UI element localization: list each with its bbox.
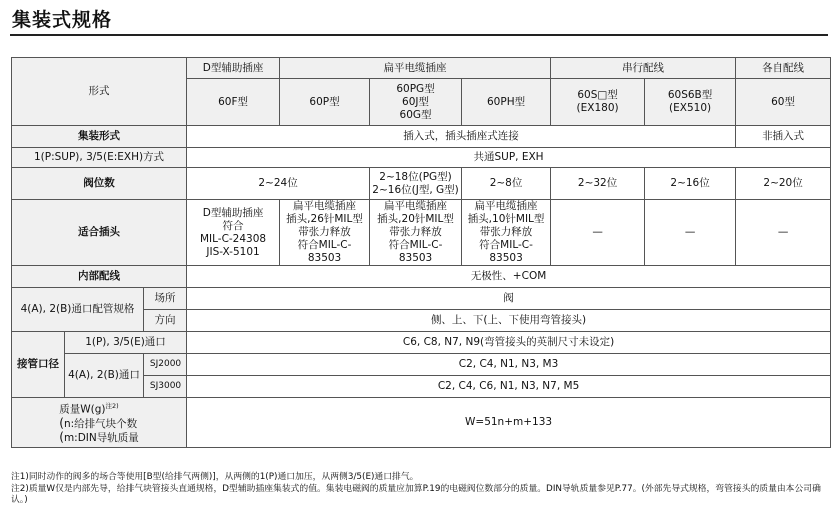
- stations-60s: 2~32位: [551, 168, 645, 200]
- row-label-port-spec: 4(A), 2(B)通口配管规格: [12, 288, 144, 332]
- header-type-60s6b: 60S6B型 (EX510): [645, 79, 736, 126]
- footnotes: [11, 472, 831, 507]
- row-label-sj2000: SJ2000: [144, 354, 187, 376]
- manifold-spec-table: [11, 57, 831, 448]
- connector-60ph: 扁平电缆插座 插头,10针MIL型 带张力释放 符合MIL-C-83503: [462, 200, 551, 266]
- stations-60: 2~20位: [736, 168, 831, 200]
- manifold-form-plugin: 插入式，插头插座式连接: [187, 126, 736, 148]
- wiring-value: 无极性、+COM: [187, 266, 831, 288]
- sup-exh-value: 共通SUP, EXH: [187, 148, 831, 168]
- weight-note-mark: 注2): [105, 402, 119, 411]
- stations-60f-60p: 2~24位: [187, 168, 370, 200]
- row-label-port-location: 场所: [144, 288, 187, 310]
- weight-m-def: m:DIN导轨质量: [63, 431, 139, 444]
- header-type-60: 60型: [736, 79, 831, 126]
- fitting-sj3000-value: C2, C4, C6, N1, N3, N7, M5: [187, 376, 831, 398]
- connector-60p: 扁平电缆插座 插头,26针MIL型 带张力释放 符合MIL-C-83503: [280, 200, 370, 266]
- header-group-flat: 扁平电缆插座: [280, 58, 551, 79]
- title-underline: [10, 34, 828, 36]
- weight-n-def: n:给排气块个数: [63, 417, 138, 430]
- row-label-weight: 质量$W(g)^{注2)}$ (n:给排气块个数 (m:DIN导轨质量: [12, 398, 187, 448]
- stations-60s6b: 2~16位: [645, 168, 736, 200]
- header-group-serial: 串行配线: [551, 58, 736, 79]
- stations-60ph: 2~8位: [462, 168, 551, 200]
- row-label-port-direction: 方向: [144, 310, 187, 332]
- connector-60f: D型辅助插座 符合 MIL-C-24308 JIS-X-5101: [187, 200, 280, 266]
- header-form: 形式: [12, 58, 187, 126]
- connector-60pg: 扁平电缆插座 插头,20针MIL型 带张力释放 符合MIL-C-83503: [370, 200, 462, 266]
- header-group-d: D型辅助插座: [187, 58, 280, 79]
- row-label-manifold-form: 集装形式: [12, 126, 187, 148]
- footnote-2: 注2)质量W仅是内部先导，给排气块管接头直通规格，D型辅助插座集装式的值。集装电磁阀的质量应加算P.19的电磁阀位数部分的质量。DIN导轨质量参见P.77。(外部先导式规格，弯管接头的质量由本公司确认。): [11, 483, 821, 505]
- footnote-1: 注1)同时动作的阀多的场合等使用[B型(给排气两侧)]，从两侧的1(P)通口加压，从两侧3/5(E)通口排气。: [11, 472, 419, 482]
- header-type-60pg: 60PG型 60J型 60G型: [370, 79, 462, 126]
- fitting-p-value: C6, C8, N7, N9(弯管接头的英制尺寸未设定): [187, 332, 831, 354]
- row-label-connector: 适合插头: [12, 200, 187, 266]
- header-type-60f: 60F型: [187, 79, 280, 126]
- connector-60s: —: [551, 200, 645, 266]
- row-label-wiring: 内部配线: [12, 266, 187, 288]
- row-label-fitting-p: 1(P), 3/5(E)通口: [65, 332, 187, 354]
- header-type-60ph: 60PH型: [462, 79, 551, 126]
- row-label-fitting-ab: 4(A), 2(B)通口: [65, 354, 144, 398]
- fitting-sj2000-value: C2, C4, N1, N3, M3: [187, 354, 831, 376]
- row-label-stations: 阀位数: [12, 168, 187, 200]
- port-location-value: 阀: [187, 288, 831, 310]
- port-direction-value: 侧、上、下(上、下使用弯管接头): [187, 310, 831, 332]
- row-label-sup-exh: 1(P:SUP), 3/5(E:EXH)方式: [12, 148, 187, 168]
- connector-60s6b: —: [645, 200, 736, 266]
- weight-formula: W=51n+m+133: [187, 398, 831, 448]
- connector-60: —: [736, 200, 831, 266]
- row-label-fitting: 接管口径: [12, 332, 65, 398]
- row-label-sj3000: SJ3000: [144, 376, 187, 398]
- header-type-60s: 60S□型 (EX180): [551, 79, 645, 126]
- manifold-form-nonplugin: 非插入式: [736, 126, 831, 148]
- header-type-60p: 60P型: [280, 79, 370, 126]
- stations-60pg: 2~18位(PG型) 2~16位(J型, G型): [370, 168, 462, 200]
- page-title: 集装式规格: [12, 9, 113, 31]
- header-group-each: 各自配线: [736, 58, 831, 79]
